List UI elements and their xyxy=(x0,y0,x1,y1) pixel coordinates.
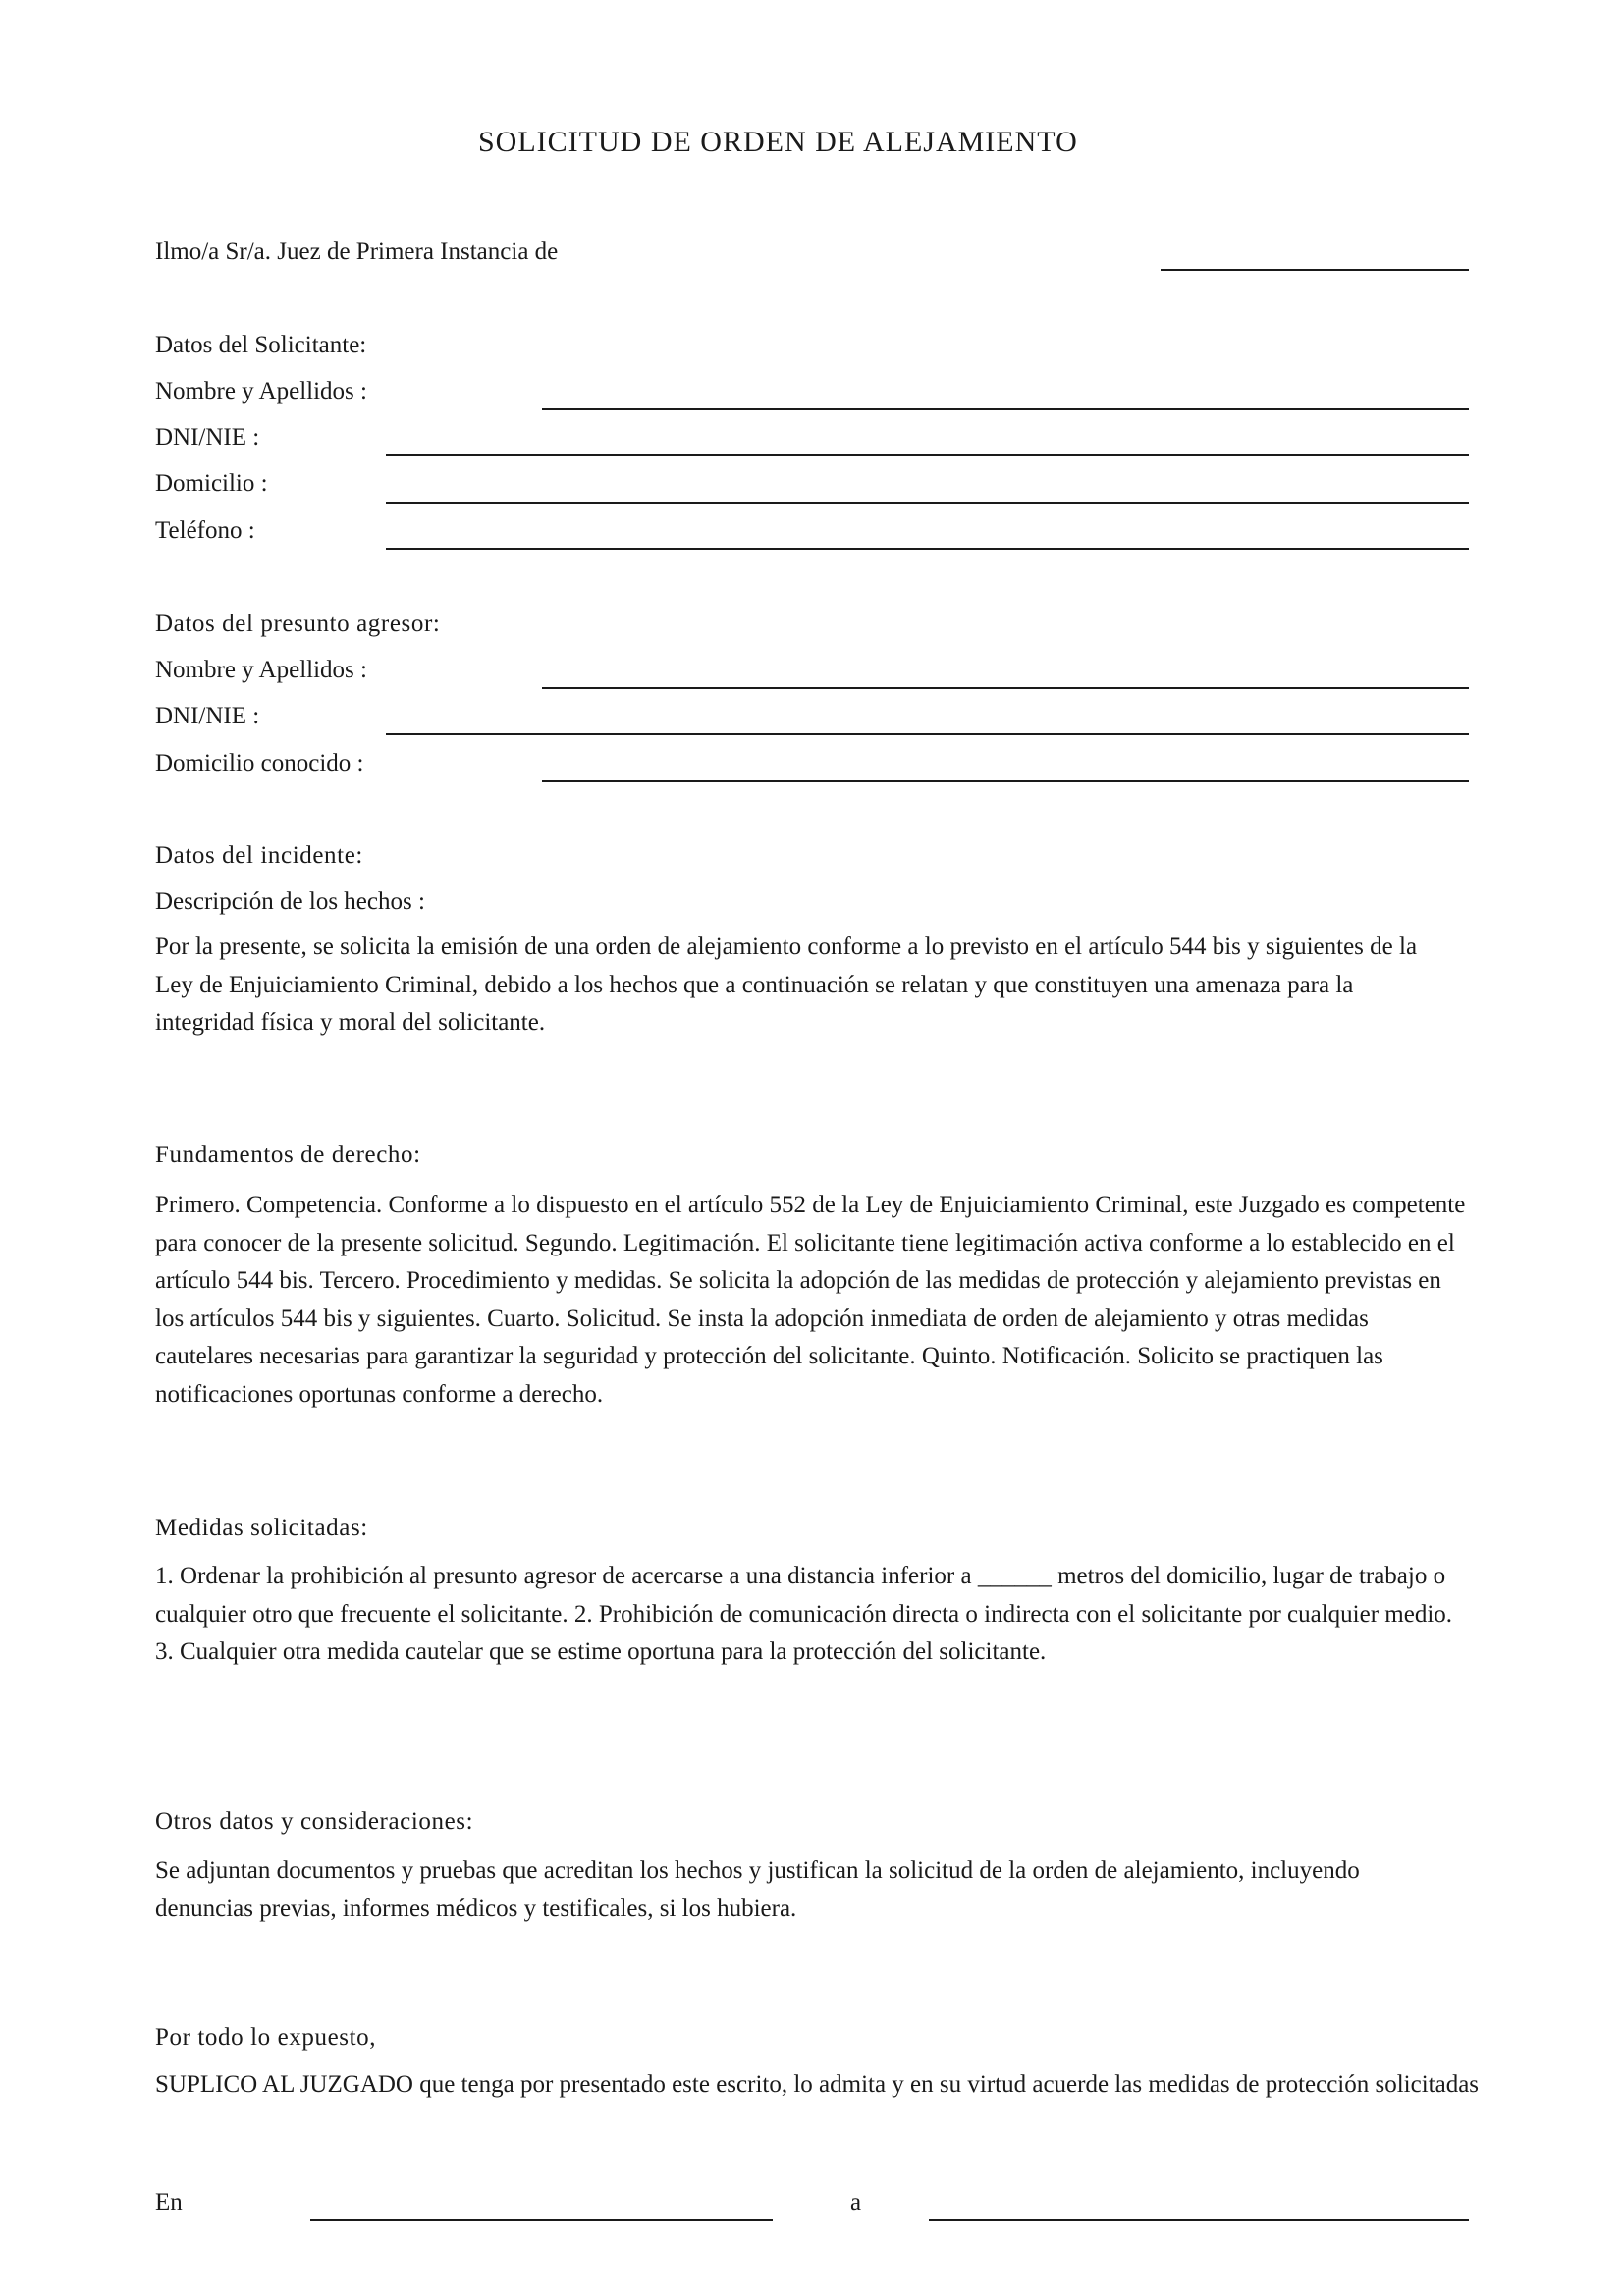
fecha-field[interactable] xyxy=(929,2219,1469,2221)
addressee-label: Ilmo/a Sr/a. Juez de Primera Instancia de xyxy=(155,239,559,265)
fundamentos-heading: Fundamentos de derecho: xyxy=(155,1142,421,1168)
otros-text: Se adjuntan documentos y pruebas que acreditan los hechos y justifican la solicitud de la orden de alejamiento, incluyendo denuncias previas, informes médicos y testificales, si los hubiera. xyxy=(155,1857,1360,1922)
solicitante-domicilio-label: Domicilio : xyxy=(155,470,268,497)
agresor-dni-field[interactable] xyxy=(386,733,1469,735)
descripcion-label: Descripción de los hechos : xyxy=(155,888,425,915)
solicitante-heading: Datos del Solicitante: xyxy=(155,332,367,358)
agresor-heading: Datos del presunto agresor: xyxy=(155,611,441,637)
lugar-field[interactable] xyxy=(310,2219,773,2221)
solicitante-nombre-label: Nombre y Apellidos : xyxy=(155,378,367,404)
incidente-heading: Datos del incidente: xyxy=(155,842,363,869)
cierre-intro: Por todo lo expuesto, xyxy=(155,2024,377,2051)
agresor-dni-label: DNI/NIE : xyxy=(155,703,260,729)
suplico-text: SUPLICO AL JUZGADO que tenga por presentado este escrito, lo admita y en su virtud acuerde las medidas de protección solicitadas xyxy=(155,2071,1480,2098)
agresor-domicilio-field[interactable] xyxy=(542,780,1469,782)
medidas-text: 1. Ordenar la prohibición al presunto agresor de acercarse a una distancia inferior a ______ metros del domicilio, lugar de trabajo o cualquier otro que frecuente el solicitante. 2. Prohibición de comunicación directa o indirecta con el solicitante por cualquier medio. 3. Cualquier otra medida cautelar que se estime oportuna para la protección del solicitante. xyxy=(155,1563,1453,1665)
page-title: SOLICITUD DE ORDEN DE ALEJAMIENTO xyxy=(478,126,1078,158)
incidente-text: Por la presente, se solicita la emisión de una orden de alejamiento conforme a lo previsto en el artículo 544 bis y siguientes de la Ley de Enjuiciamiento Criminal, debido a los hechos que a continuación se relatan y que constituyen una amenaza para la integridad física y moral del solicitante. xyxy=(155,934,1418,1036)
solicitante-telefono-field[interactable] xyxy=(386,548,1469,550)
juzgado-field[interactable] xyxy=(1161,269,1469,271)
fundamentos-text: Primero. Competencia. Conforme a lo dispuesto en el artículo 552 de la Ley de Enjuiciamiento Criminal, este Juzgado es competente para conocer de la presente solicitud. Segundo. Legitimación. El solicitante tiene legitimación activa conforme a lo establecido en el artículo 544 bis. Tercero. Procedimiento y medidas. Se solicita la adopción de las medidas de protección y alejamiento previstas en los artículos 544 bis y siguientes. Cuarto. Solicitud. Se insta la adopción inmediata de orden de alejamiento y otras medidas cautelares necesarias para garantizar la seguridad y protección del solicitante. Quinto. Notificación. Solicito se practiquen las notificaciones oportunas conforme a derecho. xyxy=(155,1192,1466,1408)
solicitante-dni-field[interactable] xyxy=(386,454,1469,456)
agresor-nombre-label: Nombre y Apellidos : xyxy=(155,657,367,683)
solicitante-domicilio-field[interactable] xyxy=(386,502,1469,504)
otros-heading: Otros datos y consideraciones: xyxy=(155,1808,474,1835)
agresor-nombre-field[interactable] xyxy=(542,687,1469,689)
agresor-domicilio-label: Domicilio conocido : xyxy=(155,750,364,776)
en-label: En xyxy=(155,2189,183,2216)
solicitante-dni-label: DNI/NIE : xyxy=(155,424,260,451)
solicitante-telefono-label: Teléfono : xyxy=(155,517,255,544)
solicitante-nombre-field[interactable] xyxy=(542,408,1469,410)
medidas-heading: Medidas solicitadas: xyxy=(155,1515,368,1541)
a-label: a xyxy=(850,2189,862,2216)
